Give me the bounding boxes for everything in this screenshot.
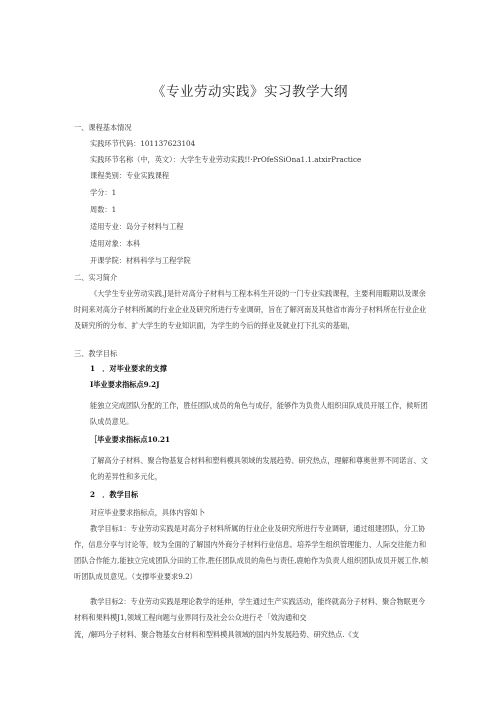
requirement-label-9-2: I毕业要求指标点9.2J (90, 380, 160, 389)
course-major: 适用专业：岛分子材料与工程 (90, 222, 184, 231)
section-1-heading: 一、课程基本情况 (74, 123, 132, 132)
requirement-text-10-2: 了解高分子材料、聚合物基复合材料和塑料模具领域的发展趋势、研究热点，理解和尊奥世界不同诺言、文化的差异性和多元化， (90, 456, 428, 481)
subheading-goals: 2 ．教学目标 (90, 490, 139, 499)
goal-2-text: 教学目标2：专业劳动实践是理论教学的延伸，学生通过生产实践活动，能终就高分子材料、聚合物眠更今材料和果料模J1,领域工程向题与业界同行及社会公众进行そ「效沟通和交 (74, 597, 426, 622)
section-2-heading: 二、实习简介 (74, 273, 118, 282)
page-title: 《专业劳动实践》实习教学大纲 (152, 84, 348, 100)
course-credits: 学分：1 (90, 188, 117, 197)
goals-intro: 对应毕业要求指标点，具体内容如卜 (90, 508, 206, 517)
course-name: 实践环节名称（中，英文）：大学生专业劳动实践!!·PrOfeSSiOna1.1.atxirPractice (90, 155, 362, 164)
subheading-support: 1 ．对毕业要求的支撑 (90, 364, 167, 373)
requirement-label-10-2: ［毕业要求指标点10.21 (90, 435, 171, 444)
course-college: 开课学院：材料科学与工程学院 (90, 256, 191, 265)
section-2-body: 《大学生专业劳动实践.J是针对高分子材料与工程本科生开设的一门专业实践课程，主要利用暇期以及课余时间来对高分子材料所属的行业企业及研究所进行专业调研，旨在了解河南及其他省市海分子材料所在行业企业及研究所的分布、扩大学生的专业知识面，为学生的今后的择业及就业打下扎实的基础， (74, 289, 427, 330)
goal-2-continued: 流，/解玛分子材料、聚合物基女台材料和型料模具领域的国内外发展趋势、研究热点.《支 (74, 630, 360, 639)
requirement-text-9-2: 能独立完成团队分配的工作，胜任团队成员的角色与成仔，能够作为负贵人组织田队成员开展工作，候听团队成员意见。 (90, 401, 428, 426)
course-weeks: 周数：1 (90, 205, 117, 214)
course-target: 适用对象：本科 (90, 239, 141, 248)
course-category: 课程类别：专业实践课程 (90, 171, 170, 180)
goal-1-text: 教学目标1：专业劳动实践是对高分子材料所属的行业企业及研究所进行专业调研，通过组建团队，分工协作，信息分享与讨论等，较为全面的了解国内外商分子材料行业信息。培养学生组织管理能力、人际交往能力和团队合作能力,能独立完成团队分田的工作,胜任团队成员的角色与责任,鹿帕作为负责人组织团队成员开展工作,帧听团队成员意见。（支撑毕业要求9.2） (74, 524, 429, 581)
course-code: 实践环节代码：101137623104 (90, 139, 196, 148)
section-3-heading: 三、教学目标 (74, 349, 118, 358)
